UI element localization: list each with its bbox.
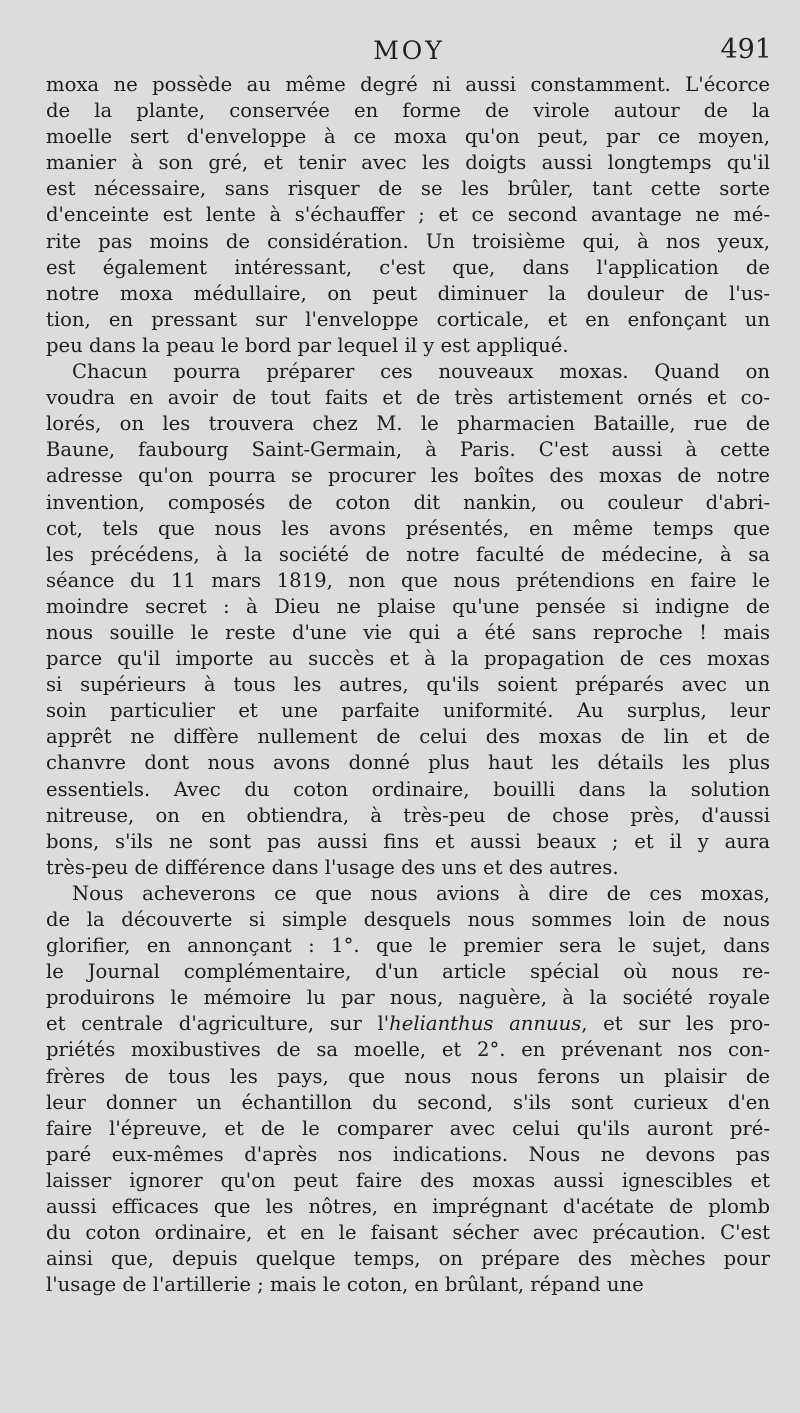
text-line: essentiels. Avec du coton ordinaire, bouilli dans la solution [46,777,770,801]
text-line: peu dans la peau le bord par lequel il y est appliqué. [46,333,569,357]
text-line: priétés moxibustives de sa moelle, et 2°. en prévenant nos con- [46,1038,770,1062]
text-line: apprêt ne diffère nullement de celui des moxas de lin et de [46,725,770,749]
text-line: aussi efficaces que les nôtres, en imprégnant d'acétate de plomb [46,1195,770,1219]
text-line: soin particulier et une parfaite uniformité. Au surplus, leur [46,699,770,723]
text-line: nitreuse, on en obtiendra, à très-peu de chose près, d'aussi [46,803,770,827]
italic-term: helianthus annuus [389,1012,582,1036]
text-line: glorifier, en annonçant : 1°. que le premier sera le sujet, dans [46,934,770,958]
text-line: Chacun pourra préparer ces nouveaux moxas. Quand on [72,360,770,384]
text-line: le Journal complémentaire, d'un article spécial où nous re- [46,960,770,984]
text-line: faire l'épreuve, et de le comparer avec celui qu'ils auront pré- [46,1116,770,1140]
text-line: paré eux-mêmes d'après nos indications. Nous ne devons pas [46,1142,770,1166]
text-line: l'usage de l'artillerie ; mais le coton, en brûlant, répand une [46,1273,644,1297]
text-line: ainsi que, depuis quelque temps, on prépare des mèches pour [46,1247,770,1271]
page-number: 491 [720,34,772,65]
text-line: invention, composés de coton dit nankin, ou couleur d'abri- [46,490,770,514]
text-line: bons, s'ils ne sont pas aussi fins et aussi beaux ; et il y aura [46,829,770,853]
text-line: cot, tels que nous les avons présentés, en même temps que [46,516,770,540]
text-line: notre moxa médullaire, on peut diminuer la douleur de l'us- [46,281,770,305]
text-line: est également intéressant, c'est que, dans l'application de [46,255,770,279]
text-line: parce qu'il importe au succès et à la propagation de ces moxas [46,647,770,671]
text-line: adresse qu'on pourra se procurer les boîtes des moxas de notre [46,464,770,488]
text-line: de la découverte si simple desquels nous sommes loin de nous [46,908,770,931]
text-line: du coton ordinaire, et en le faisant sécher avec précaution. C'est [46,1221,770,1245]
text-line: moindre secret : à Dieu ne plaise qu'une pensée si indigne de [46,594,770,618]
running-head-title: MOY [373,36,445,65]
text-line: nous souille le reste d'une vie qui a été sans reproche ! mais [46,620,770,644]
running-head [46,32,772,72]
text-line: produirons le mémoire lu par nous, naguère, à la société royale [46,986,770,1010]
text-line: d'enceinte est lente à s'échauffer ; et ce second avantage ne mé- [46,203,770,227]
text-line: frères de tous les pays, que nous nous ferons un plaisir de [46,1064,770,1088]
body-text [46,72,770,1298]
text-line: lorés, on les trouvera chez M. le pharmacien Bataille, rue de [46,412,770,436]
text-line: moxa ne possède au même degré ni aussi constamment. L'écorce [46,73,770,96]
paragraph [46,359,770,881]
text-line: de la plante, conservée en forme de virole autour de la [46,99,770,123]
text-line: et centrale d'agriculture, sur l'helianthus annuus, et sur les pro- [46,1012,770,1036]
text-line: rite pas moins de considération. Un troisième qui, à nos yeux, [46,229,770,253]
text-line: si supérieurs à tous les autres, qu'ils soient préparés avec un [46,673,770,697]
paragraph [46,881,770,1299]
text-line: leur donner un échantillon du second, s'ils sont curieux d'en [46,1090,770,1114]
paragraph [46,72,770,359]
text-line: laisser ignorer qu'on peut faire des moxas aussi ignescibles et [46,1168,770,1192]
text-line: moelle sert d'enveloppe à ce moxa qu'on peut, par ce moyen, [46,125,770,149]
text-line: voudra en avoir de tout faits et de très artistement ornés et co- [46,386,770,410]
text-line: séance du 11 mars 1819, non que nous prétendions en faire le [46,568,770,592]
text-line: manier à son gré, et tenir avec les doigts aussi longtemps qu'il [46,151,770,175]
text-line: les précédens, à la société de notre faculté de médecine, à sa [46,542,770,566]
text-line: tion, en pressant sur l'enveloppe corticale, et en enfonçant un [46,307,770,331]
text-line: très-peu de différence dans l'usage des uns et des autres. [46,855,619,879]
text-line: est nécessaire, sans risquer de se les brûler, tant cette sorte [46,177,770,201]
text-line: Nous acheverons ce que nous avions à dire de ces moxas, [72,881,770,905]
text-line: Baune, faubourg Saint-Germain, à Paris. C'est aussi à cette [46,438,770,462]
text-line: chanvre dont nous avons donné plus haut les détails les plus [46,751,770,775]
